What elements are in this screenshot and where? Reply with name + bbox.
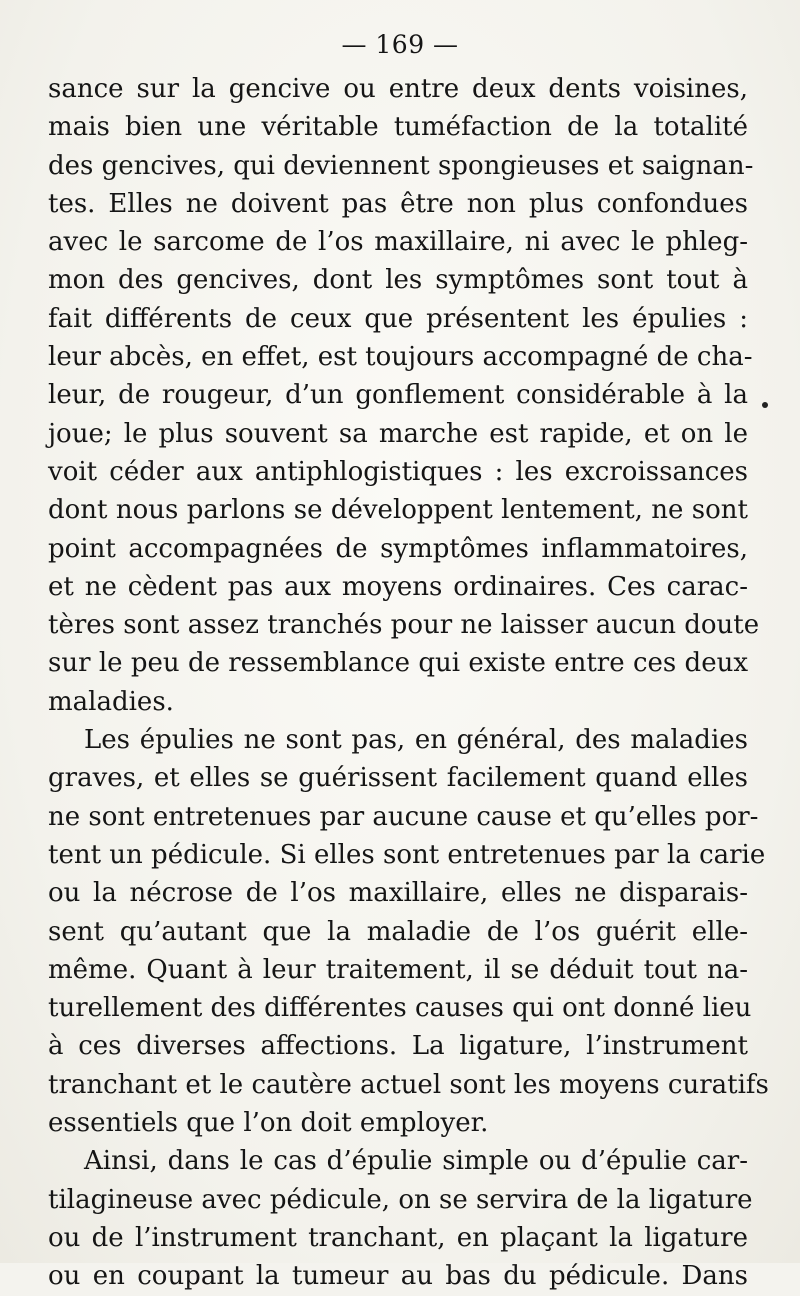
text-line: mais bien une véritable tuméfaction de la totalité [48, 112, 748, 143]
text-line: fait différents de ceux que présentent les épulies : [48, 303, 748, 334]
text-line: sur le peu de ressemblance qui existe entre ces deux [48, 648, 748, 679]
text-line: joue; le plus souvent sa marche est rapide, et on le [48, 418, 748, 449]
text-line: essentiels que l’on doit employer. [48, 1108, 489, 1139]
text-line: sance sur la gencive ou entre deux dents voisines, [48, 74, 748, 104]
text-line: et ne cèdent pas aux moyens ordinaires. Ces carac- [48, 571, 748, 602]
text-line: même. Quant à leur traitement, il se déduit tout na- [48, 954, 748, 985]
text-line: Les épulies ne sont pas, en général, des maladies [84, 725, 748, 756]
text-line: point accompagnées de symptômes inflammatoires, [48, 533, 748, 564]
text-line: leur, de rougeur, d’un gonflement considérable à la [48, 380, 748, 411]
text-line: avec le sarcome de l’os maxillaire, ni avec le phleg- [48, 227, 748, 258]
text-line: sent qu’autant que la maladie de l’os guérit elle- [48, 916, 748, 947]
text-line: dont nous parlons se développent lentement, ne sont [48, 495, 748, 526]
text-line: ou la nécrose de l’os maxillaire, elles ne disparais- [48, 878, 748, 909]
text-line: turellement des différentes causes qui ont donné lieu [48, 993, 752, 1024]
body-text [48, 70, 769, 1296]
text-line: Ainsi, dans le cas d’épulie simple ou d’épulie car- [84, 1146, 748, 1177]
text-line: tranchant et le cautère actuel sont les moyens curatifs [48, 1069, 769, 1100]
text-line: leur abcès, en effet, est toujours accompagné de cha- [48, 342, 753, 373]
text-line: des gencives, qui deviennent spongieuses et saignan- [48, 150, 754, 181]
text-line: ou en coupant la tumeur au bas du pédicule. Dans [48, 1261, 748, 1292]
text-line: tilagineuse avec pédicule, on se servira de la ligature [48, 1184, 753, 1215]
text-line: ne sont entretenues par aucune cause et qu’elles por- [48, 801, 759, 832]
text-line: graves, et elles se guérissent facilement quand elles [48, 763, 748, 794]
text-line: tent un pédicule. Si elles sont entretenues par la carie [48, 839, 766, 870]
text-line: tères sont assez tranchés pour ne laisser aucun doute [48, 610, 760, 641]
text-line: voit céder aux antiphlogistiques : les excroissances [48, 456, 748, 487]
margin-dot [762, 402, 768, 408]
text-line: à ces diverses affections. La ligature, l’instrument [48, 1031, 748, 1062]
page-number: — 169 — [341, 30, 459, 59]
text-line: maladies. [48, 686, 174, 717]
text-line: mon des gencives, dont les symptômes sont tout à [48, 265, 748, 296]
text-line: tes. Elles ne doivent pas être non plus confondues [48, 188, 748, 219]
text-line: ou de l’instrument tranchant, en plaçant la ligature [48, 1222, 748, 1253]
